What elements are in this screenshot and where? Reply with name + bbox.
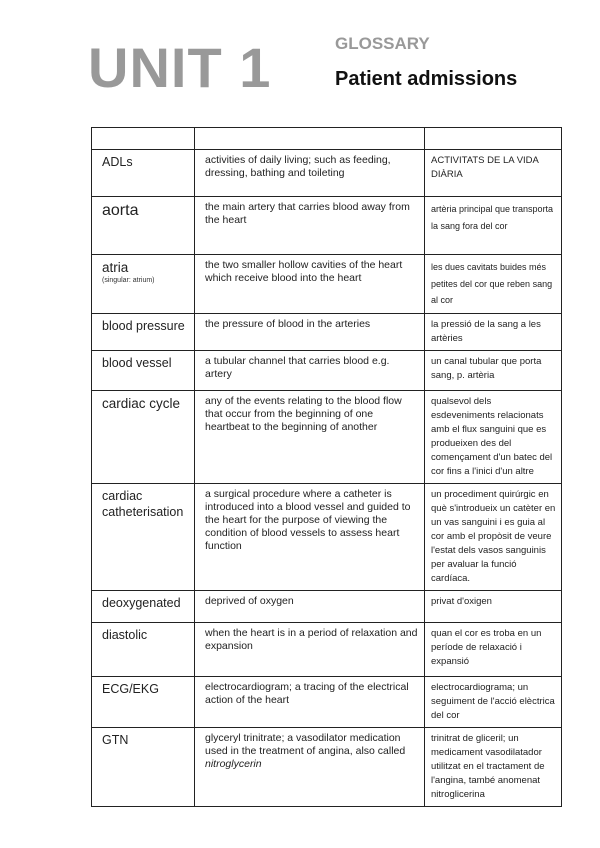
table-row [92,727,562,806]
definition-cell: any of the events relating to the blood flow that occur from the beginning of one heartbeat to the beginning of another [195,390,425,483]
table-row [92,350,562,390]
definition-cell: the pressure of blood in the arteries [195,313,425,350]
table-row [92,313,562,350]
translation-cell: un canal tubular que porta sang, p. artèria [425,350,562,390]
header-cell [195,128,425,150]
header-cell [92,128,195,150]
term-text: atria [102,260,129,275]
table-row [92,255,562,314]
unit-title: UNIT 1 [88,36,272,99]
translation-cell: trinitrat de gliceril; un medicament vasodilatador utilitzat en el tractament de l'angina, també anomenat nitroglicerina [425,727,562,806]
definition-italic: nitroglycerin [205,757,262,770]
translation-cell: la pressió de la sang a les artèries [425,313,562,350]
definition-cell: a tubular channel that carries blood e.g. artery [195,350,425,390]
term-cell: cardiac cycle [92,390,195,483]
table-header-row [92,128,562,150]
definition-text: glyceryl trinitrate; a vasodilator medication used in the treatment of angina, also called [205,731,406,757]
table-row [92,150,562,197]
translation-cell: qualsevol dels esdeveniments relacionats amb el flux sanguini que es produeixen des del començament d'un batec del cor fins a l'inici d'un altre [425,390,562,483]
definition-cell: activities of daily living; such as feeding, dressing, bathing and toileting [195,150,425,197]
term-cell: diastolic [92,622,195,676]
term-cell [92,255,195,314]
header-cell [425,128,562,150]
term-cell: deoxygenated [92,590,195,622]
table-row [92,622,562,676]
term-cell: blood vessel [92,350,195,390]
term-cell: ADLs [92,150,195,197]
definition-cell [195,727,425,806]
table-row [92,197,562,255]
term-cell: aorta [92,197,195,255]
definition-cell: electrocardiogram; a tracing of the electrical action of the heart [195,676,425,727]
translation-cell: ACTIVITATS DE LA VIDA DIÀRIA [425,150,562,197]
translation-cell: privat d'oxigen [425,590,562,622]
term-note: (singular: atrium) [102,277,155,284]
translation-cell: artèria principal que transporta la sang fora del cor [425,197,562,255]
table-row [92,590,562,622]
term-cell: blood pressure [92,313,195,350]
term-cell: ECG/EKG [92,676,195,727]
table-row [92,390,562,483]
table-row [92,483,562,590]
term-cell: GTN [92,727,195,806]
table-row [92,676,562,727]
definition-cell: deprived of oxygen [195,590,425,622]
definition-cell: a surgical procedure where a catheter is introduced into a blood vessel and guided to the heart for the purpose of viewing the condition of blood vessels to assess heart function [195,483,425,590]
page-title: Patient admissions [335,68,518,90]
term-cell: cardiac catheterisation [92,483,195,590]
section-label: GLOSSARY [335,34,430,53]
glossary-table [91,127,562,807]
translation-cell: les dues cavitats buides més petites del cor que reben sang al cor [425,255,562,314]
translation-cell: quan el cor es troba en un període de relaxació i expansió [425,622,562,676]
translation-cell: electrocardiograma; un seguiment de l'acció elèctrica del cor [425,676,562,727]
definition-cell: the two smaller hollow cavities of the heart which receive blood into the heart [195,255,425,314]
definition-cell: when the heart is in a period of relaxation and expansion [195,622,425,676]
translation-cell: un procediment quirúrgic en què s'introdueix un catèter en un vas sanguini i es guia al cor amb el propòsit de veure l'estat dels vasos sanguinis per avaluar la funció cardíaca. [425,483,562,590]
definition-cell: the main artery that carries blood away from the heart [195,197,425,255]
